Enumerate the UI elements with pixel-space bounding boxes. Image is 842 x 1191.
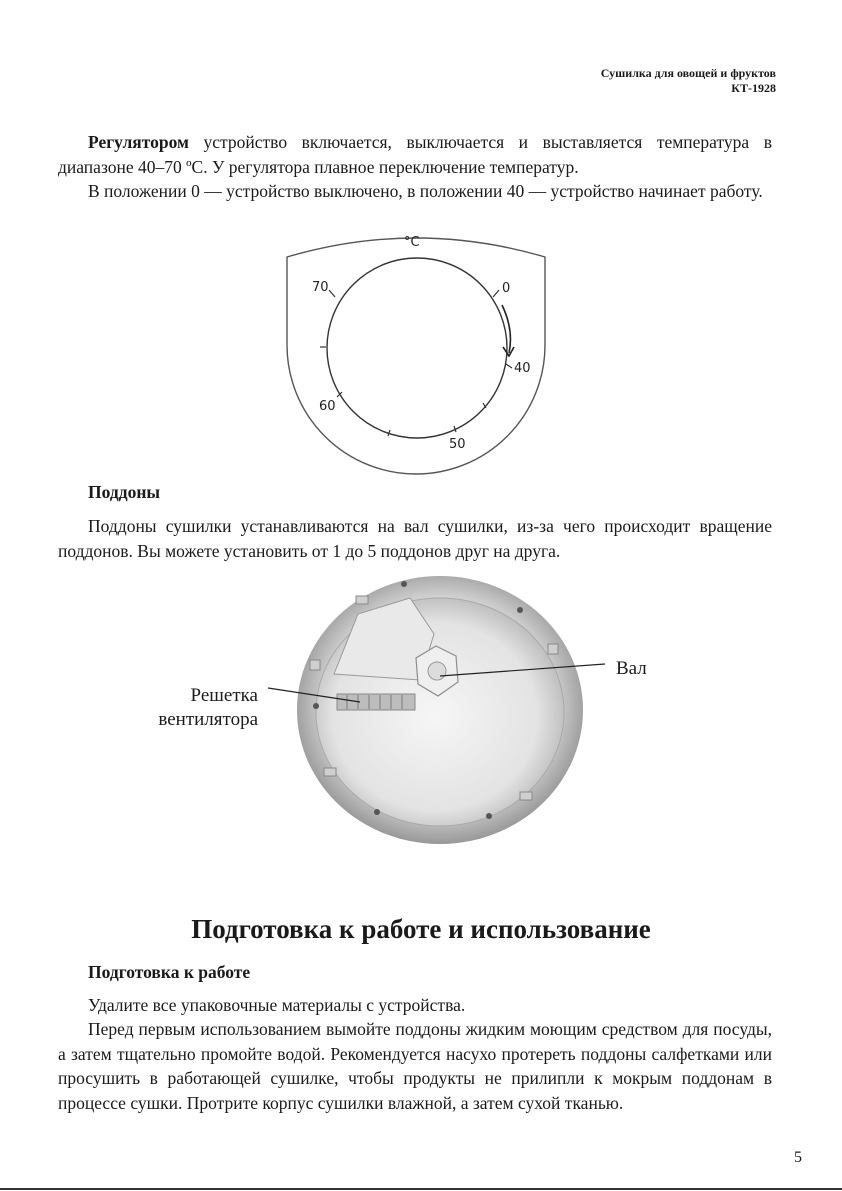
- rim-clip: [324, 768, 336, 776]
- dial-label-60: 60: [319, 399, 336, 414]
- intro-p1-text: устройство включается, выключается и выставляется температура в диапазоне 40–70 ºC. У регулятора плавное переключение температур.: [58, 132, 772, 177]
- rim-hole: [401, 581, 407, 587]
- rim-hole: [313, 703, 319, 709]
- rim-hole: [374, 809, 380, 815]
- dial-label-50: 50: [449, 437, 466, 452]
- dial-tick-70: [329, 290, 335, 297]
- dial-label-40: 40: [514, 361, 531, 376]
- fan-grille-label: [150, 684, 258, 732]
- temperature-dial-diagram: [280, 225, 552, 487]
- rim-clip: [356, 596, 368, 604]
- trays-paragraph: Поддоны сушилки устанавливаются на вал сушилки, из-за чего происходит вращение поддонов. Вы можете установить от 1 до 5 поддонов друг на друга.: [58, 516, 772, 561]
- rim-clip: [310, 660, 320, 670]
- dial-knob-circle: [327, 258, 507, 438]
- dial-tick-40: [506, 364, 512, 368]
- dial-label-70: 70: [312, 280, 329, 295]
- preparation-paragraph-1: Удалите все упаковочные материалы с устройства.: [88, 995, 466, 1015]
- rim-clip: [548, 644, 558, 654]
- rim-hole: [486, 813, 492, 819]
- running-header: [601, 66, 776, 96]
- rim-clip: [520, 792, 532, 800]
- rim-hole: [517, 607, 523, 613]
- trays-heading: Поддоны: [88, 482, 161, 502]
- intro-bold-term: Регулятором: [88, 132, 189, 152]
- section-title: Подготовка к работе и использование: [191, 914, 651, 944]
- bottom-rule: [0, 1188, 842, 1190]
- shaft-center: [428, 662, 446, 680]
- dial-unit-label: °C: [404, 235, 420, 250]
- fan-grille-label-line2: вентилятора: [158, 709, 258, 730]
- dial-label-0: 0: [502, 281, 511, 296]
- dial-tick-0: [493, 290, 499, 297]
- preparation-heading: Подготовка к работе: [88, 962, 251, 982]
- fan-grille-label-line1: Решетка: [190, 685, 258, 706]
- dial-direction-arrow: [502, 305, 510, 353]
- shaft-label: Вал: [616, 658, 647, 679]
- preparation-paragraph-2: Перед первым использованием вымойте поддоны жидким моющим средством для посуды, а затем тщательно промойте водой. Рекомендуется насухо протереть поддоны салфетками или просушить в работающей сушилке, чтобы продукты не прилипли к мокрым поддонам в процессе сушки. Протрите корпус сушилки влажной, а затем сухой тканью.: [58, 1019, 772, 1113]
- intro-paragraph-1: [58, 130, 772, 179]
- page-number: 5: [794, 1149, 802, 1166]
- fan-grille: [337, 694, 415, 710]
- intro-paragraph-2: В положении 0 — устройство выключено, в положении 40 — устройство начинает работу.: [88, 181, 763, 201]
- header-model: КТ-1928: [731, 81, 776, 95]
- header-product-name: Сушилка для овощей и фруктов: [600, 66, 776, 80]
